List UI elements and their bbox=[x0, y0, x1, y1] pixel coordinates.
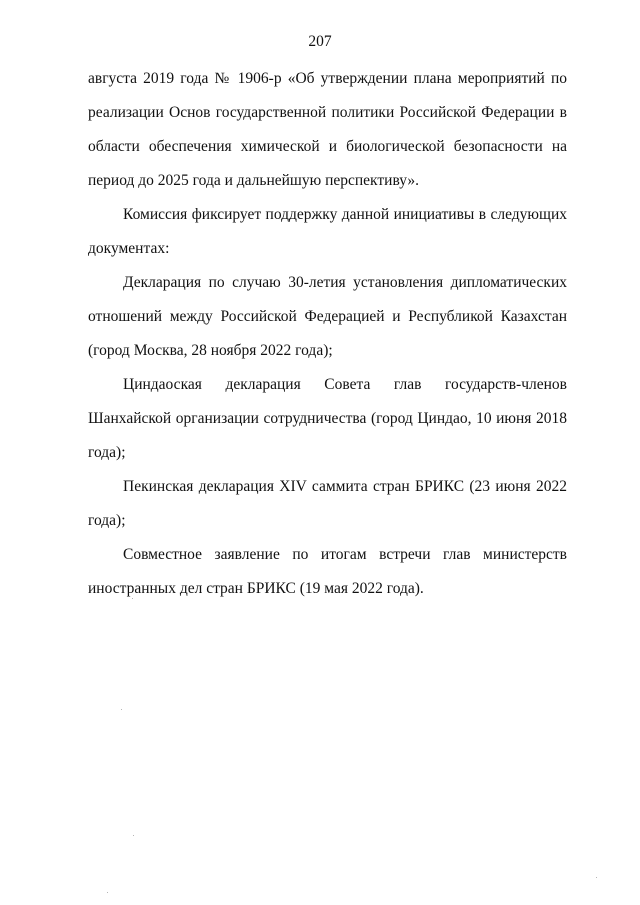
scan-speck bbox=[596, 877, 597, 878]
scan-speck bbox=[133, 835, 134, 836]
paragraph-qingdao-declaration: Циндаоская декларация Совета глав государств-членов Шанхайской организации сотрудничества (город Циндао, 10 июня 2018 года); bbox=[88, 376, 567, 461]
page-number: 207 bbox=[308, 33, 332, 50]
paragraph-commission-support: Комиссия фиксирует поддержку данной инициативы в следующих документах: bbox=[88, 206, 567, 257]
paragraph-kazakhstan-declaration: Декларация по случаю 30-летия установления дипломатических отношений между Российской Федерацией и Республикой Казахстан (город Москва, 28 ноября 2022 года); bbox=[88, 274, 567, 359]
scan-speck bbox=[107, 892, 108, 893]
scan-speck bbox=[121, 709, 122, 710]
paragraph-brics-joint-statement: Совместное заявление по итогам встречи глав министерств иностранных дел стран БРИКС (19 мая 2022 года). bbox=[88, 546, 567, 597]
scan-speck bbox=[132, 598, 133, 599]
paragraph-beijing-declaration: Пекинская декларация XIV саммита стран БРИКС (23 июня 2022 года); bbox=[88, 478, 567, 529]
document-body bbox=[88, 62, 567, 606]
paragraph-continuation: августа 2019 года № 1906-р «Об утверждении плана мероприятий по реализации Основ государственной политики Российской Федерации в области обеспечения химической и биологической безопасности на период до 2025 года и дальнейшую перспективу». bbox=[88, 70, 567, 189]
